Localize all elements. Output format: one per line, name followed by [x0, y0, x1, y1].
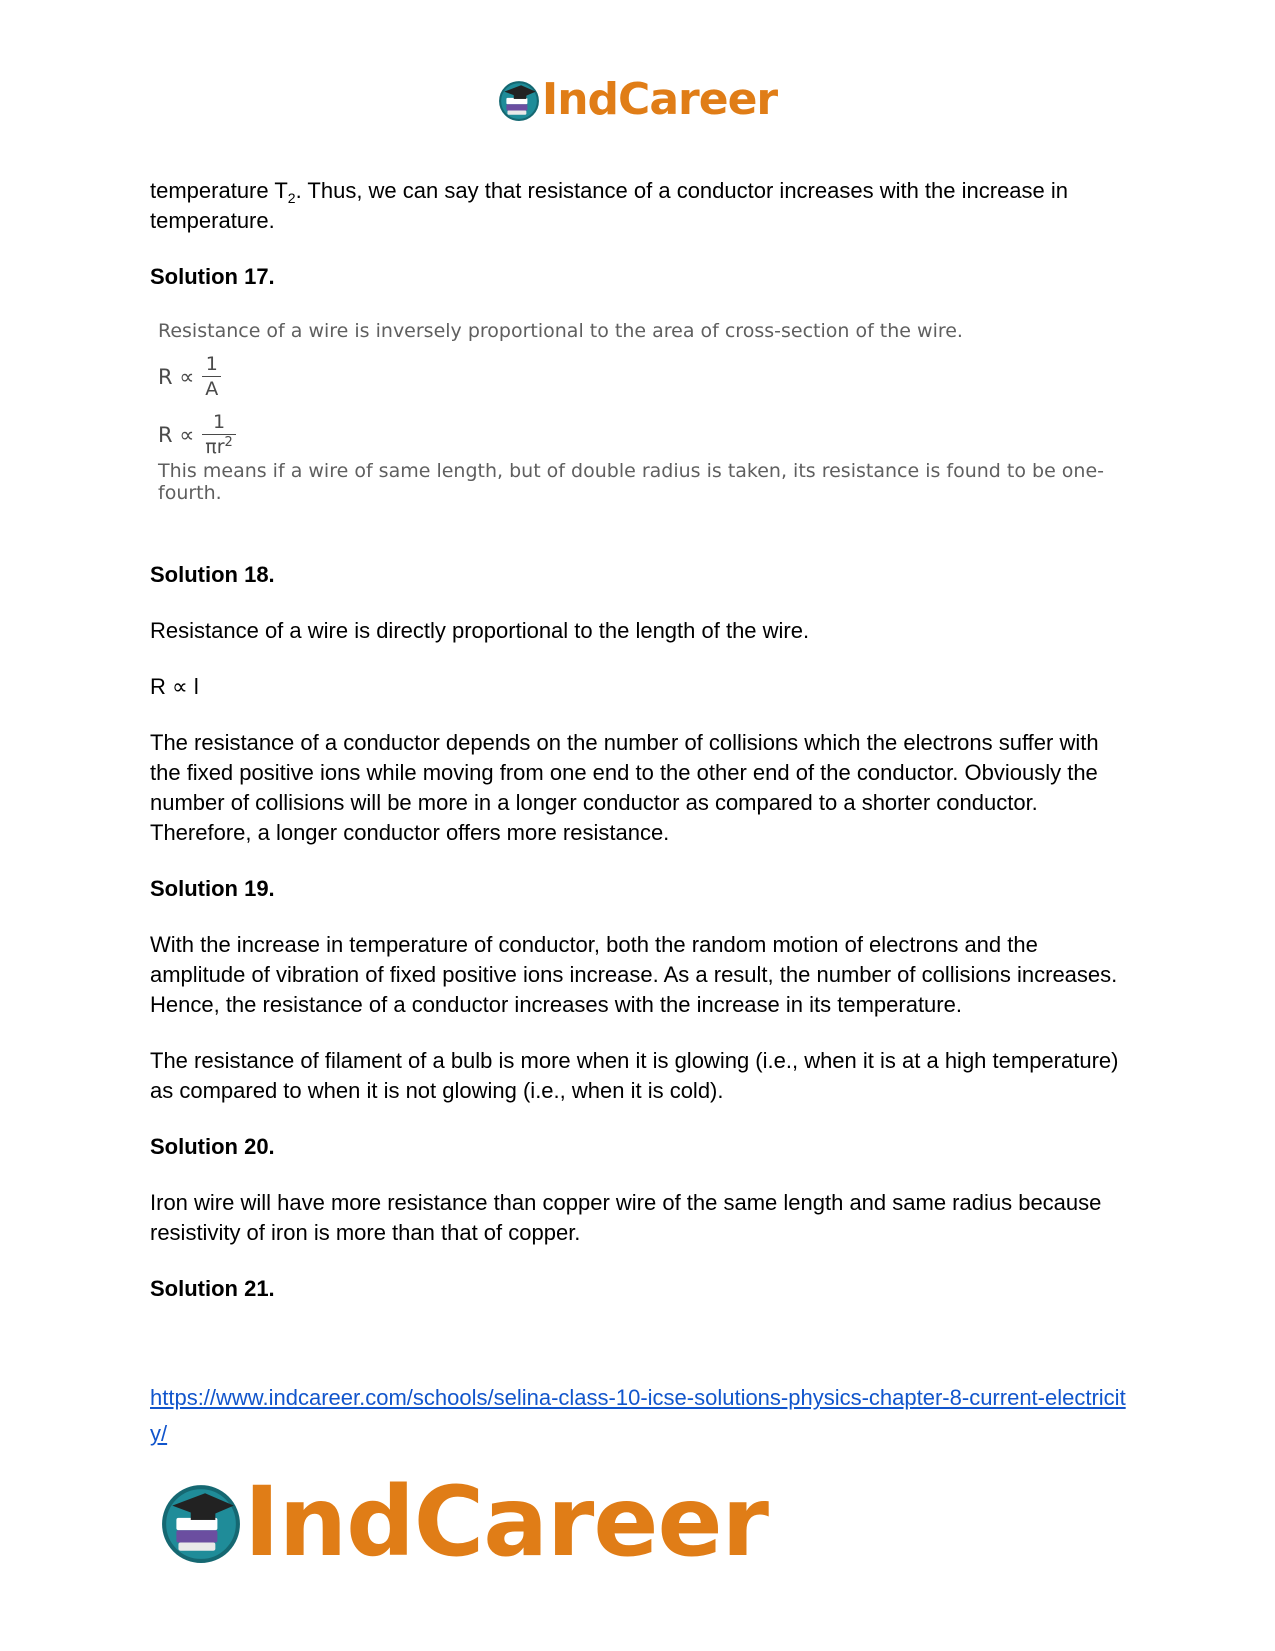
- solution-19-text-2: The resistance of filament of a bulb is more when it is glowing (i.e., when it is at a high temperature) as compared to when it is not glowing (i.e., when it is cold).: [150, 1048, 1119, 1103]
- figure-line-2: This means if a wire of same length, but of double radius is taken, its resistance is found to be one-fourth.: [158, 460, 1105, 504]
- formula-r-inverse-pi-r-squared: R ∝ $\frac{1}{\pi r^2}$: [158, 410, 236, 459]
- solution-19-heading: Solution 19.: [150, 876, 275, 901]
- formula-r-inverse-a: R ∝ $\frac{1}{A}$: [158, 352, 221, 401]
- solution-18-text-2: The resistance of a conductor depends on the number of collisions which the electrons suffer with the fixed positive ions while moving from one end to the other end of the conductor. Obviously the number of collisions will be more in a longer conductor as compared to a shorter conductor. Therefore, a longer conductor offers more resistance.: [150, 730, 1099, 845]
- header-logo: [0, 74, 1275, 125]
- solution-17-figure: [158, 318, 1130, 536]
- solution-19-text-1: With the increase in temperature of conductor, both the random motion of electrons and the amplitude of vibration of fixed positive ions increase. As a result, the number of collisions increases. Hence, the resistance of a conductor increases with the increase in its temperature.: [150, 932, 1118, 1017]
- solution-18-heading: Solution 18.: [150, 562, 275, 587]
- source-url-link[interactable]: https://www.indcareer.com/schools/selina-class-10-icse-solutions-physics-chapter-8-current-electricity/: [150, 1385, 1126, 1446]
- solution-18-text-1: Resistance of a wire is directly proportional to the length of the wire.: [150, 618, 810, 643]
- logo-wordmark: IndCareer: [541, 74, 778, 125]
- footer-logo: [160, 1466, 768, 1578]
- graduation-cap-book-icon: [498, 79, 540, 121]
- solution-17-heading: Solution 17.: [150, 264, 275, 289]
- figure-line-1: Resistance of a wire is inversely proportional to the area of cross-section of the wire.: [158, 320, 963, 342]
- document-body: [150, 176, 1130, 1330]
- solution-18-formula: R ∝ l: [150, 674, 199, 699]
- solution-20-heading: Solution 20.: [150, 1134, 275, 1159]
- graduation-cap-book-icon: [160, 1481, 242, 1563]
- logo-wordmark: IndCareer: [244, 1466, 768, 1578]
- solution-20-text: Iron wire will have more resistance than copper wire of the same length and same radius because resistivity of iron is more than that of copper.: [150, 1190, 1102, 1245]
- intro-paragraph: temperature $T_2$. Thus, we can say that resistance of a conductor increases with the increase in temperature.: [150, 178, 1069, 233]
- solution-21-heading: Solution 21.: [150, 1276, 275, 1301]
